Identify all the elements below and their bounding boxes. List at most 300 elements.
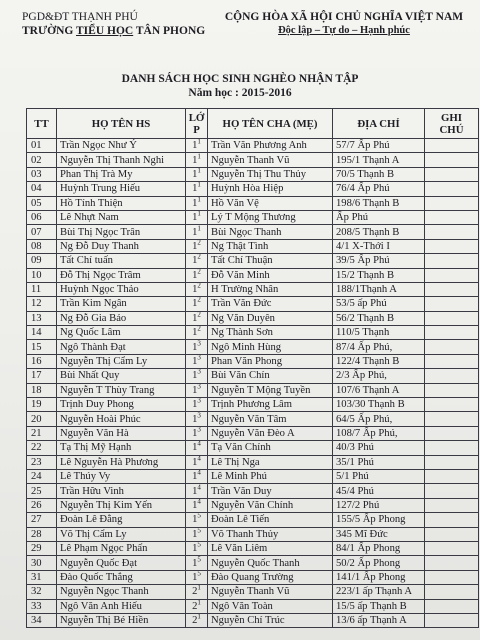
class-cell (186, 182, 208, 196)
student-name: Bùi Nhất Quy (57, 369, 186, 383)
student-name: Đoàn Lê Đằng (57, 513, 186, 527)
column-header-parent-name: HỌ TÊN CHA (MẸ) (208, 109, 333, 139)
address: 87/4 Ấp Phú, (333, 340, 425, 354)
notes-cell (425, 527, 479, 541)
student-name: Đỗ Thị Ngọc Trâm (57, 268, 186, 282)
table-row (27, 167, 479, 181)
address: 110/5 Thạnh (333, 326, 425, 340)
student-name: Võ Thị Cẩm Ly (57, 527, 186, 541)
grade-number: 1 (192, 399, 198, 411)
student-name: Nguyễn Văn Hà (57, 426, 186, 440)
student-name: Nguyễn T Thùy Trang (57, 383, 186, 397)
class-cell (186, 167, 208, 181)
grade-number: 1 (192, 226, 198, 238)
class-number: 3 (197, 426, 201, 434)
class-number: 1 (197, 599, 201, 607)
parent-name: Phan Văn Phong (208, 354, 333, 368)
class-cell (186, 340, 208, 354)
table-row (27, 412, 479, 426)
parent-name: Nguyễn Thị Thu Thủy (208, 167, 333, 181)
row-number: 33 (27, 599, 57, 613)
student-name: Nguyễn Hoài Phúc (57, 412, 186, 426)
class-cell (186, 196, 208, 210)
address: 103/30 Thạnh B (333, 398, 425, 412)
notes-cell (425, 254, 479, 268)
parent-name: Ng Văn Duyên (208, 311, 333, 325)
student-name: Huỳnh Ngọc Thảo (57, 282, 186, 296)
parent-name: Tất Chí Thuận (208, 254, 333, 268)
notes-cell (425, 340, 479, 354)
class-cell (186, 369, 208, 383)
address: 56/2 Thạnh B (333, 311, 425, 325)
address: 53/5 ấp Phú (333, 297, 425, 311)
class-number: 1 (197, 584, 201, 592)
notes-cell (425, 541, 479, 555)
class-cell (186, 469, 208, 483)
table-row (27, 225, 479, 239)
row-number: 32 (27, 585, 57, 599)
class-number: 1 (197, 224, 201, 232)
class-cell (186, 282, 208, 296)
parent-name: Ng Thành Sơn (208, 326, 333, 340)
class-cell (186, 585, 208, 599)
class-cell (186, 441, 208, 455)
parent-name: Trần Văn Duy (208, 484, 333, 498)
class-number: 1 (197, 152, 201, 161)
class-number: 1 (197, 210, 201, 218)
class-number: 3 (197, 354, 201, 362)
row-number: 30 (27, 556, 57, 570)
row-number: 07 (27, 225, 57, 239)
row-number: 11 (27, 282, 57, 296)
parent-name: Lê Thị Nga (208, 455, 333, 469)
parent-name: Nguyễn Thanh Vũ (208, 585, 333, 599)
parent-name: Nguyễn Văn Đèo A (208, 426, 333, 440)
grade-number: 1 (192, 485, 198, 497)
class-number: 5 (197, 527, 201, 535)
notes-cell (425, 153, 479, 167)
grade-number: 1 (192, 327, 198, 339)
address: 76/4 Ấp Phú (333, 182, 425, 196)
row-number: 24 (27, 469, 57, 483)
table-row (27, 153, 479, 167)
student-name: Trịnh Duy Phong (57, 398, 186, 412)
parent-name: Trần Văn Đức (208, 297, 333, 311)
row-number: 15 (27, 340, 57, 354)
parent-name: Hồ Văn Vệ (208, 196, 333, 210)
class-cell (186, 311, 208, 325)
column-header-class: LỚP (186, 109, 208, 139)
student-name: Lê Thúy Vy (57, 469, 186, 483)
parent-name: Ng Thật Tình (208, 239, 333, 253)
grade-number: 1 (192, 183, 198, 195)
address: 208/5 Thạnh B (333, 225, 425, 239)
address: 39/5 Ấp Phú (333, 254, 425, 268)
address: 50/2 Ấp Phong (333, 556, 425, 570)
address: 155/5 Ấp Phong (333, 513, 425, 527)
parent-name: Nguyễn Quốc Thanh (208, 556, 333, 570)
notes-cell (425, 196, 479, 210)
student-name: Ng Quốc Lâm (57, 326, 186, 340)
parent-name: Nguyễn Văn Tâm (208, 412, 333, 426)
class-cell (186, 541, 208, 555)
class-cell (186, 556, 208, 570)
address: 15/2 Thạnh B (333, 268, 425, 282)
class-cell (186, 239, 208, 253)
row-number: 17 (27, 369, 57, 383)
notes-cell (425, 383, 479, 397)
grade-number: 1 (192, 528, 198, 540)
grade-number: 1 (192, 557, 198, 569)
table-row (27, 455, 479, 469)
row-number: 05 (27, 196, 57, 210)
notes-cell (425, 225, 479, 239)
notes-cell (425, 369, 479, 383)
table-row (27, 527, 479, 541)
notes-cell (425, 613, 479, 627)
class-cell (186, 484, 208, 498)
grade-number: 1 (192, 255, 198, 267)
notes-cell (425, 484, 479, 498)
parent-name: Ngô Minh Hùng (208, 340, 333, 354)
student-name: Nguyễn Thị Thanh Nghi (57, 153, 186, 167)
class-number: 4 (197, 498, 201, 506)
address: 4/1 X-Thới I (333, 239, 425, 253)
table-row (27, 599, 479, 613)
class-cell (186, 153, 208, 167)
school-level: TIỂU HỌC (76, 25, 134, 37)
table-row (27, 513, 479, 527)
student-name: Ngô Văn Anh Hiếu (57, 599, 186, 613)
table-row (27, 254, 479, 268)
class-number: 4 (197, 469, 201, 477)
class-number: 1 (197, 613, 201, 621)
notes-cell (425, 570, 479, 584)
national-header (210, 10, 478, 38)
grade-number: 1 (192, 284, 198, 296)
parent-name: Nguyễn T Mộng Tuyền (208, 383, 333, 397)
grade-number: 1 (192, 370, 198, 382)
student-name: Nguyễn Ngọc Thanh (57, 585, 186, 599)
grade-number: 1 (192, 571, 198, 583)
row-number: 19 (27, 398, 57, 412)
class-cell (186, 613, 208, 627)
school-prefix: TRƯỜNG (22, 25, 76, 37)
table-row (27, 469, 479, 483)
student-name: Lê Nguyễn Hà Phương (57, 455, 186, 469)
class-number: 2 (197, 325, 201, 333)
parent-name: Lý T Mộng Thương (208, 210, 333, 224)
row-number: 04 (27, 182, 57, 196)
student-name: Bùi Thị Ngọc Trân (57, 225, 186, 239)
class-cell (186, 354, 208, 368)
class-cell (186, 398, 208, 412)
grade-number: 1 (192, 456, 198, 468)
address: 198/6 Thạnh B (333, 196, 425, 210)
class-number: 4 (197, 440, 201, 448)
student-name: Đào Quốc Thắng (57, 570, 186, 584)
class-cell (186, 268, 208, 282)
table-row (27, 210, 479, 224)
table-row (27, 398, 479, 412)
table-row (27, 426, 479, 440)
class-cell (186, 297, 208, 311)
row-number: 21 (27, 426, 57, 440)
grade-number: 1 (192, 356, 198, 368)
notes-cell (425, 599, 479, 613)
row-number: 08 (27, 239, 57, 253)
table-row (27, 570, 479, 584)
class-cell (186, 210, 208, 224)
notes-cell (425, 182, 479, 196)
class-cell (186, 326, 208, 340)
class-cell (186, 383, 208, 397)
class-number: 5 (197, 541, 201, 549)
grade-number: 1 (192, 499, 198, 511)
notes-cell (425, 297, 479, 311)
address: 345 Mĩ Đức (333, 527, 425, 541)
class-number: 5 (197, 512, 201, 520)
address: 5/1 Phú (333, 469, 425, 483)
student-name: Tất Chí tuấn (57, 254, 186, 268)
parent-name: Trần Văn Phương Anh (208, 139, 333, 153)
row-number: 20 (27, 412, 57, 426)
student-name: Trần Kim Ngân (57, 297, 186, 311)
class-cell (186, 412, 208, 426)
row-number: 28 (27, 527, 57, 541)
parent-name: Lê Văn Liêm (208, 541, 333, 555)
parent-name: Nguyễn Chí Trúc (208, 613, 333, 627)
table-row (27, 311, 479, 325)
row-number: 26 (27, 498, 57, 512)
class-number: 1 (197, 138, 201, 146)
class-cell (186, 599, 208, 613)
table-row (27, 239, 479, 253)
address: 2/3 Ấp Phú, (333, 369, 425, 383)
table-row (27, 441, 479, 455)
student-name: Trần Ngọc Như Ý (57, 139, 186, 153)
parent-name: Lê Minh Phú (208, 469, 333, 483)
row-number: 22 (27, 441, 57, 455)
table-row (27, 369, 479, 383)
student-name: Huỳnh Trung Hiếu (57, 182, 186, 196)
notes-cell (425, 167, 479, 181)
class-number: 5 (197, 555, 201, 563)
class-number: 2 (197, 253, 201, 261)
address: 195/1 Thạnh A (333, 153, 425, 167)
parent-name: H Trường Nhân (208, 282, 333, 296)
address: 64/5 Ấp Phú, (333, 412, 425, 426)
row-number: 01 (27, 139, 57, 153)
parent-name: Nguyễn Thanh Vũ (208, 153, 333, 167)
notes-cell (425, 398, 479, 412)
address: 40/3 Phú (333, 441, 425, 455)
class-cell (186, 426, 208, 440)
notes-cell (425, 326, 479, 340)
class-number: 2 (197, 239, 201, 247)
parent-name: Bùi Ngọc Thanh (208, 225, 333, 239)
address: 70/5 Thạnh B (333, 167, 425, 181)
table-header-row (27, 109, 479, 139)
table-row (27, 182, 479, 196)
parent-name: Bùi Văn Chín (208, 369, 333, 383)
parent-name: Trịnh Phương Lâm (208, 398, 333, 412)
parent-name: Nguyễn Văn Chính (208, 498, 333, 512)
student-name: Nguyễn Quốc Đạt (57, 556, 186, 570)
class-number: 1 (197, 196, 201, 204)
grade-number: 2 (192, 600, 198, 612)
table-row (27, 556, 479, 570)
class-cell (186, 513, 208, 527)
table-row (27, 297, 479, 311)
notes-cell (425, 311, 479, 325)
student-name: Ng Đỗ Gia Bảo (57, 311, 186, 325)
grade-number: 1 (192, 312, 198, 324)
class-number: 1 (197, 181, 201, 189)
student-name: Tạ Thị Mỹ Hạnh (57, 441, 186, 455)
notes-cell (425, 441, 479, 455)
notes-cell (425, 268, 479, 282)
column-header-student-name: HỌ TÊN HS (57, 109, 186, 139)
student-table (26, 108, 479, 628)
column-header-address: ĐỊA CHỈ (333, 109, 425, 139)
class-number: 3 (197, 397, 201, 405)
table-row (27, 498, 479, 512)
document-title-block (60, 72, 420, 100)
address: 45/4 Phú (333, 484, 425, 498)
notes-cell (425, 412, 479, 426)
table-row (27, 282, 479, 296)
grade-number: 1 (192, 543, 198, 555)
address: 13/6 ấp Thạnh A (333, 613, 425, 627)
row-number: 29 (27, 541, 57, 555)
class-cell (186, 225, 208, 239)
row-number: 13 (27, 311, 57, 325)
class-number: 2 (197, 296, 201, 304)
table-row (27, 585, 479, 599)
class-number: 3 (197, 368, 201, 376)
row-number: 10 (27, 268, 57, 282)
row-number: 18 (27, 383, 57, 397)
address: 84/1 Ấp Phong (333, 541, 425, 555)
parent-name: Huỳnh Hòa Hiệp (208, 182, 333, 196)
row-number: 27 (27, 513, 57, 527)
table-row (27, 541, 479, 555)
notes-cell (425, 556, 479, 570)
address: 108/7 Ấp Phú, (333, 426, 425, 440)
row-number: 31 (27, 570, 57, 584)
class-cell (186, 498, 208, 512)
table-row (27, 383, 479, 397)
class-cell (186, 527, 208, 541)
parent-name: Võ Thanh Thủy (208, 527, 333, 541)
address: 57/7 Ấp Phú (333, 139, 425, 153)
address: 15/5 ấp Thạnh B (333, 599, 425, 613)
notes-cell (425, 210, 479, 224)
grade-number: 1 (192, 471, 198, 483)
student-name: Nguyễn Thị Kim Yến (57, 498, 186, 512)
notes-cell (425, 239, 479, 253)
school-header (22, 10, 205, 38)
address: 122/4 Thạnh B (333, 354, 425, 368)
grade-number: 1 (192, 341, 198, 353)
grade-number: 1 (192, 154, 198, 166)
grade-number: 1 (192, 140, 198, 152)
student-name: Nguyễn Thị Bé Hiền (57, 613, 186, 627)
grade-number: 1 (192, 428, 198, 439)
national-motto: Độc lập – Tự do – Hạnh phúc (278, 25, 410, 36)
grade-number: 1 (192, 168, 198, 180)
grade-number: 1 (192, 384, 198, 396)
row-number: 03 (27, 167, 57, 181)
table-row (27, 196, 479, 210)
class-number: 5 (197, 570, 201, 578)
class-cell (186, 139, 208, 153)
address: 223/1 ấp Thạnh A (333, 585, 425, 599)
grade-number: 1 (192, 514, 198, 526)
grade-number: 1 (192, 269, 198, 281)
table-row (27, 326, 479, 340)
address: Ấp Phú (333, 210, 425, 224)
school-suffix: TÂN PHONG (133, 25, 206, 37)
column-header-tt: TT (27, 109, 57, 139)
row-number: 25 (27, 484, 57, 498)
class-cell (186, 455, 208, 469)
grade-number: 1 (192, 413, 198, 425)
notes-cell (425, 426, 479, 440)
address: 188/1Thạnh A (333, 282, 425, 296)
row-number: 14 (27, 326, 57, 340)
grade-number: 1 (192, 197, 198, 209)
table-row (27, 340, 479, 354)
address: 35/1 Phú (333, 455, 425, 469)
address: 127/2 Phú (333, 498, 425, 512)
parent-name: Tạ Văn Chính (208, 441, 333, 455)
class-number: 4 (197, 483, 201, 492)
grade-number: 1 (192, 212, 198, 224)
class-cell (186, 570, 208, 584)
row-number: 16 (27, 354, 57, 368)
table-row (27, 613, 479, 627)
row-number: 34 (27, 613, 57, 627)
column-header-notes: GHI CHÚ (425, 109, 479, 139)
table-row (27, 139, 479, 153)
student-name: Ng Đỗ Duy Thanh (57, 239, 186, 253)
grade-number: 2 (192, 615, 198, 627)
school-year: Năm học : 2015-2016 (188, 87, 292, 99)
notes-cell (425, 513, 479, 527)
student-name: Hồ Tính Thiện (57, 196, 186, 210)
student-name: Nguyễn Thị Cẩm Ly (57, 354, 186, 368)
class-cell (186, 254, 208, 268)
grade-number: 1 (192, 240, 198, 252)
notes-cell (425, 455, 479, 469)
class-number: 2 (197, 282, 201, 290)
grade-number: 1 (192, 298, 198, 310)
notes-cell (425, 585, 479, 599)
address: 141/1 Ấp Phong (333, 570, 425, 584)
table-row (27, 484, 479, 498)
student-name: Trần Hữu Vinh (57, 484, 186, 498)
row-number: 12 (27, 297, 57, 311)
class-number: 2 (197, 311, 201, 319)
class-number: 3 (197, 383, 201, 391)
department-name: PGD&ĐT THẠNH PHÚ (22, 11, 138, 23)
grade-number: 1 (192, 442, 198, 454)
notes-cell (425, 139, 479, 153)
table-row (27, 354, 479, 368)
grade-number: 2 (192, 586, 198, 598)
